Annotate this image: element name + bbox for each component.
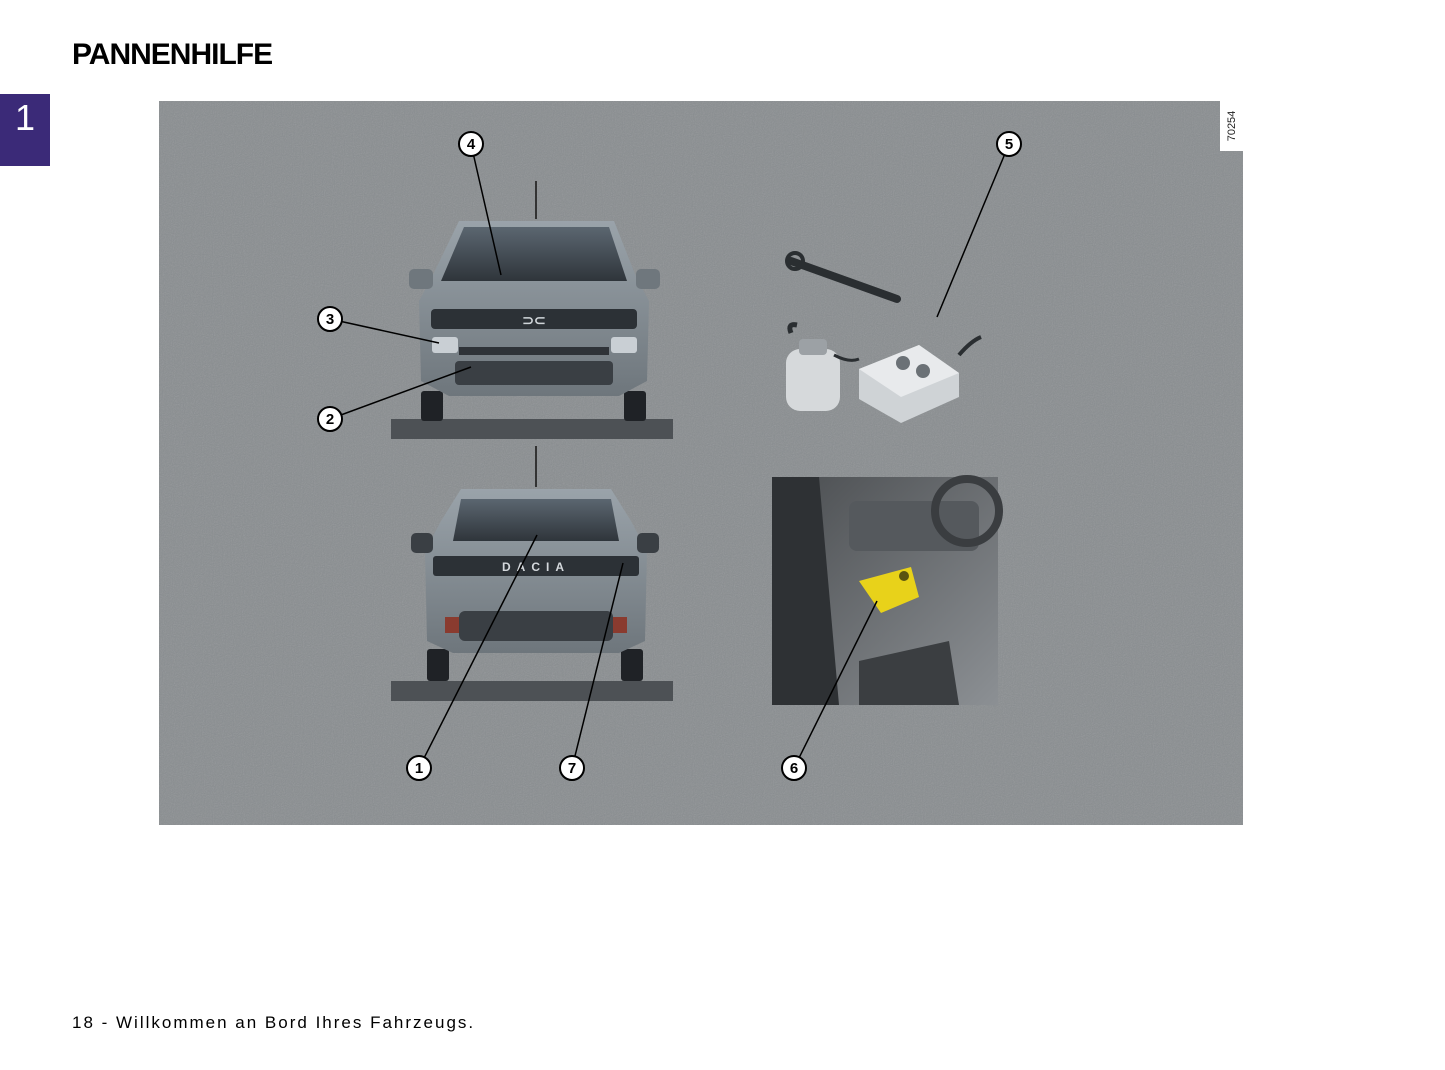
svg-text:2: 2 [325, 411, 335, 428]
callout-3 [318, 307, 342, 331]
rear-brand-lettering: DACIA [502, 560, 570, 574]
svg-text:7: 7 [567, 760, 577, 777]
chapter-tab [0, 94, 50, 166]
svg-text:⊃⊂: ⊃⊂ [522, 312, 546, 328]
svg-text:5: 5 [1004, 136, 1014, 153]
callout-4 [459, 132, 483, 156]
breakdown-illustration [159, 101, 1243, 825]
page-title: PANNENHILFE [72, 38, 273, 71]
callout-6 [782, 756, 806, 780]
callout-1 [407, 756, 431, 780]
svg-text:4: 4 [466, 136, 476, 153]
callout-5 [997, 132, 1021, 156]
figure-reference: 70254 [1226, 110, 1238, 142]
callout-2 [318, 407, 342, 431]
callout-7 [560, 756, 584, 780]
page-footer: 18 - Willkommen an Bord Ihres Fahrzeugs. [72, 1013, 476, 1032]
svg-text:1: 1 [414, 760, 424, 777]
chapter-number: 1 [14, 97, 36, 138]
figure-reference-label [1220, 101, 1243, 151]
interior-photo-bonnet-release [772, 477, 999, 705]
svg-text:3: 3 [325, 311, 335, 328]
svg-text:6: 6 [789, 760, 799, 777]
